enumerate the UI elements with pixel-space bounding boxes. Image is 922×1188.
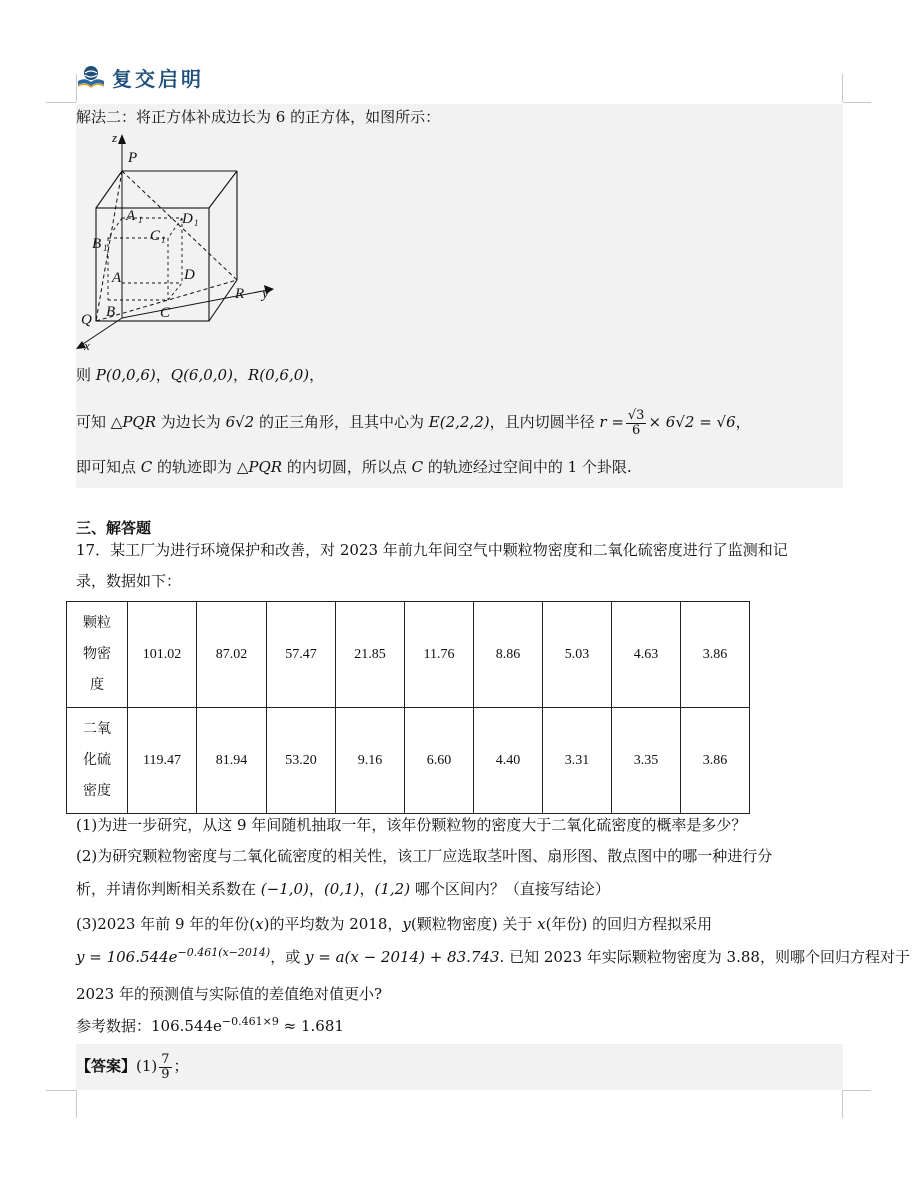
table-cell: 3.35 [612,708,681,814]
problem-stem-line-1: 17．某工厂为进行环境保护和改善，对 2023 年前九年间空气中颗粒物密度和二氧化硫密度进行了监测和记 [76,541,788,559]
point-R: R(0,6,0) [247,366,310,384]
table-cell: 21.85 [336,602,405,708]
header-logo [76,62,204,92]
table-cell: 3.31 [543,708,612,814]
crop-mark [842,1090,843,1118]
table-cell: 3.86 [681,708,750,814]
crop-mark [46,102,76,103]
crop-mark [843,1090,871,1091]
logo-text: 复交启明 [112,66,204,91]
text-span: 可知 [76,413,111,431]
reference-data [76,1015,344,1036]
solution-intro: 解法二：将正方体补成边长为 6 的正方体，如图所示： [76,108,441,126]
text-span: ； [173,1057,189,1075]
text-span: ， [359,880,375,898]
label-y: y [262,286,269,302]
header-line: 颗粒 [83,615,111,631]
text-span: 参考数据： [76,1017,152,1035]
table-row [67,602,750,708]
text-span: ， [232,366,248,384]
regression-equation-2: y = a(x − 2014) + 83.743 [304,948,500,966]
book-globe-icon [76,63,106,91]
point-P: P(0,0,6) [95,366,156,384]
answer-label: 【答案】 [76,1057,137,1075]
table-cell: 57.47 [267,602,336,708]
text-span: ， [309,366,325,384]
cube-figure [72,128,282,358]
text-span: . 已知 2023 年实际颗粒物密度为 3.88，则哪个回归方程对于 [499,948,910,966]
triangle-PQR: △PQR [110,413,157,431]
triangle-PQR: △PQR [236,458,283,476]
text-span: 析，并请你判断相关系数在 [76,880,261,898]
row-header-particulate [67,602,128,708]
label-B1-sub: 1 [103,243,108,253]
table-cell: 5.03 [543,602,612,708]
point-Q: Q(6,0,0) [170,366,233,384]
table-cell: 3.86 [681,602,750,708]
exponent: −0.461(x−2014) [177,946,271,959]
table-cell: 11.76 [405,602,474,708]
table-cell: 87.02 [197,602,267,708]
header-line: 密度 [83,783,111,799]
label-D: D [184,267,195,283]
label-x: x [84,338,90,353]
question-3-line-1 [76,913,712,934]
header-line: 化硫 [83,752,111,768]
header-line: 物密 [83,646,111,662]
center-E: E(2,2,2) [428,413,490,431]
label-z: z [112,130,118,145]
interval: (−1,0) [260,880,309,898]
radius-symbol: r = [599,413,624,431]
crop-mark [76,1090,77,1118]
var-x: x [255,915,264,933]
table-cell: 9.16 [336,708,405,814]
text-span: (颗粒物密度) 关于 [410,915,538,933]
crop-mark [842,74,843,102]
label-C1: C [150,228,161,244]
text-span: ， [735,413,751,431]
text-span: (3)2023 年前 9 年的年份( [76,915,256,933]
text-span: )的平均数为 2018， [263,915,403,933]
crop-mark [46,1090,76,1091]
question-2-line-2 [76,878,610,899]
table-cell: 119.47 [128,708,197,814]
fraction-denominator: 9 [161,1066,170,1082]
text-span: ，或 [270,948,305,966]
label-A1: A [126,208,136,224]
fraction-denominator: 6 [632,422,641,438]
data-table [66,601,750,814]
text-span: 的内切圆，所以点 [282,458,412,476]
text-span: (年份) 的回归方程拟采用 [545,915,713,933]
text-span: 的轨迹即为 [152,458,237,476]
label-D1-sub: 1 [194,218,199,228]
label-C: C [160,305,171,321]
label-B1: B [92,236,102,252]
question-3-line-3: 2023 年的预测值与实际值的差值绝对值更小? [76,985,382,1003]
fraction-numerator: √3 [627,407,645,423]
answer-shaded-block [76,1044,843,1090]
text-span: 哪个区间内？（直接写结论） [410,880,610,898]
label-B: B [106,304,116,320]
var-x: x [537,915,546,933]
text-span: ≈ 1.681 [278,1017,344,1035]
text-span: 为边长为 [156,413,226,431]
interval: (0,1) [323,880,360,898]
row-header-so2 [67,708,128,814]
table-cell: 8.86 [474,602,543,708]
question-1: (1)为进一步研究，从这 9 年间随机抽取一年，该年份颗粒物的密度大于二氧化硫密度的概率是多少？ [76,816,747,834]
triangle-line [76,404,751,444]
label-P: P [128,150,138,166]
label-A1-sub: 1 [138,215,143,225]
text-span: 则 [76,366,96,384]
text-span: (1) [136,1057,158,1075]
answer-line [76,1048,189,1084]
table-cell: 101.02 [128,602,197,708]
question-3-line-2 [76,946,910,967]
radius-fraction [626,409,647,438]
regression-equation-1: y = 106.544e [76,948,178,966]
table-cell: 6.60 [405,708,474,814]
exponent: −0.461×9 [221,1015,279,1028]
text-span: 的正三角形，且其中心为 [254,413,429,431]
section-title: 三、解答题 [76,519,152,537]
table-cell: 81.94 [197,708,267,814]
problem-stem-line-2: 录，数据如下： [76,572,182,590]
text-span: ， [155,366,171,384]
table-cell: 4.40 [474,708,543,814]
point-C: C [411,458,424,476]
radius-rest: × 6√2 = √6 [648,413,736,431]
text-span: 即可知点 [76,458,141,476]
interval: (1,2) [374,880,411,898]
crop-mark [843,102,871,103]
text-span: 的轨迹经过空间中的 1 个卦限. [423,458,632,476]
points-line [76,364,324,385]
point-C: C [140,458,153,476]
label-D1: D [182,211,193,227]
ref-expression: 106.544e [151,1017,222,1035]
header-line: 二氧 [83,721,111,737]
var-y: y [402,915,411,933]
question-2-line-1: (2)为研究颗粒物密度与二氧化硫密度的相关性，该工厂应选取茎叶图、扇形图、散点图中的哪一种进行分 [76,847,773,865]
label-R: R [235,286,245,302]
label-C1-sub: 1 [161,235,166,245]
text-span: ， [308,880,324,898]
text-span: ，且内切圆半径 [489,413,600,431]
label-Q: Q [81,312,92,328]
side-length: 6√2 [225,413,255,431]
conclusion-line [76,456,632,477]
table-cell: 53.20 [267,708,336,814]
label-A: A [112,270,122,286]
header-line: 度 [90,677,104,693]
table-cell: 4.63 [612,602,681,708]
fraction-numerator: 7 [161,1051,170,1067]
answer-fraction [159,1053,171,1082]
table-row [67,708,750,814]
